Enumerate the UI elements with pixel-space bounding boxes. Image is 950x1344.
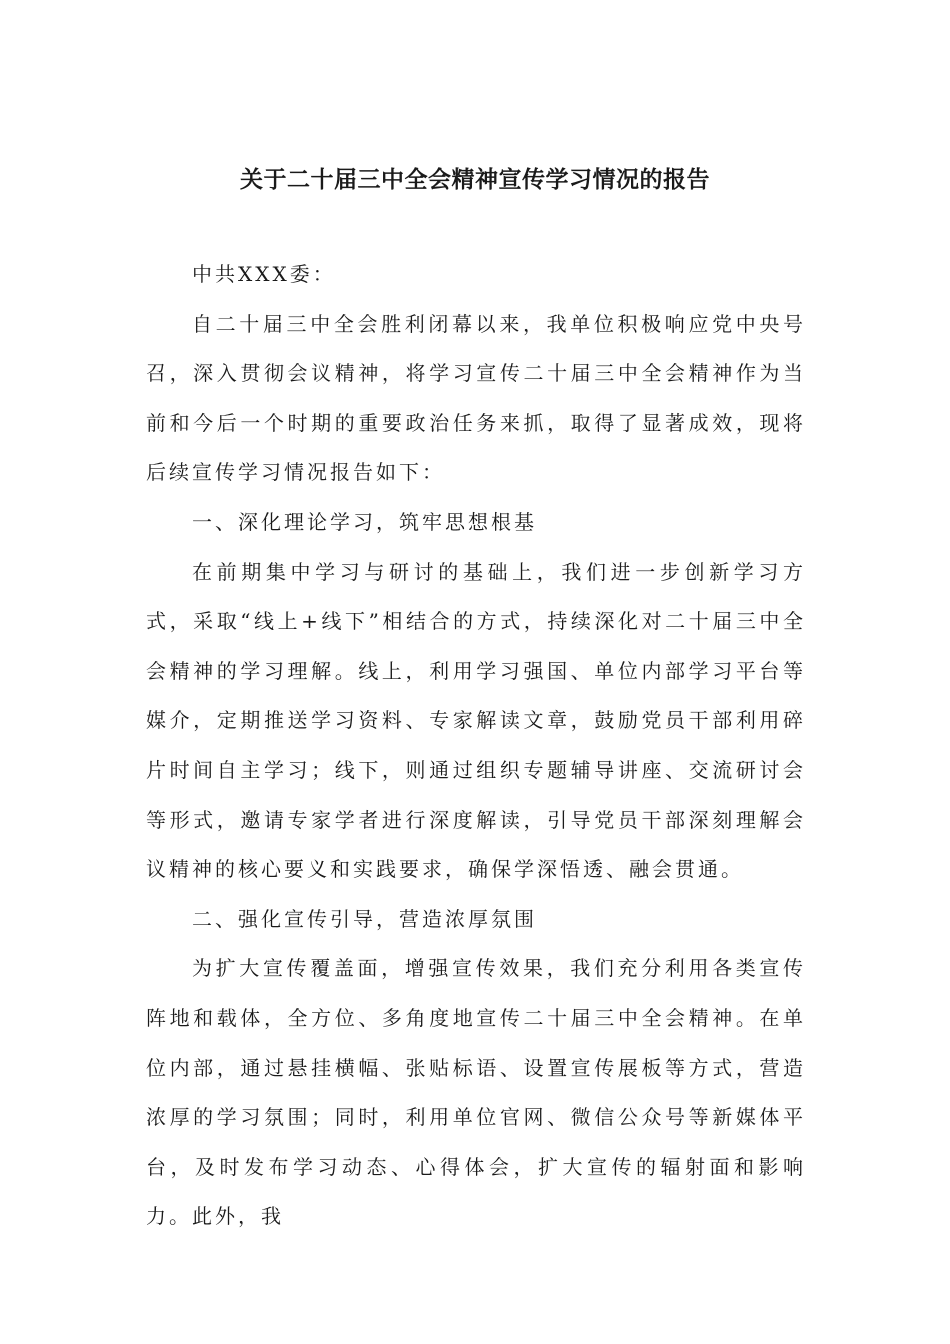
document-title: 关于二十届三中全会精神宣传学习情况的报告 [240,167,710,193]
salutation: 中共XXX委： [192,262,336,286]
section-heading-2: 二、强化宣传引导，营造浓厚氛围 [192,906,537,931]
intro-paragraph: 自二十届三中全会胜利闭幕以来，我单位积极响应党中央号召，深入贯彻会议精神，将学习宣传二十届三中全会精神作为当前和今后一个时期的重要政治任务来抓，取得了显著成效，现将后续宣传学习情况报告如下： [146,311,806,485]
section-heading-1: 一、深化理论学习，筑牢思想根基 [192,509,537,534]
document-body [146,250,806,1242]
section-body-1: 在前期集中学习与研讨的基础上，我们进一步创新学习方式，采取“线上+线下”相结合的方式，持续深化对二十届三中全会精神的学习理解。线上，利用学习强国、单位内部学习平台等媒介，定期推送学习资料、专家解读文章，鼓励党员干部利用碎片时间自主学习；线下，则通过组织专题辅导讲座、交流研讨会等形式，邀请专家学者进行深度解读，引导党员干部深刻理解会议精神的核心要义和实践要求，确保学深悟透、融会贯通。 [146,559,806,882]
section-body-2: 为扩大宣传覆盖面，增强宣传效果，我们充分利用各类宣传阵地和载体，全方位、多角度地宣传二十届三中全会精神。在单位内部，通过悬挂横幅、张贴标语、设置宣传展板等方式，营造浓厚的学习氛围；同时，利用单位官网、微信公众号等新媒体平台，及时发布学习动态、心得体会，扩大宣传的辐射面和影响力。此外，我 [146,956,806,1229]
